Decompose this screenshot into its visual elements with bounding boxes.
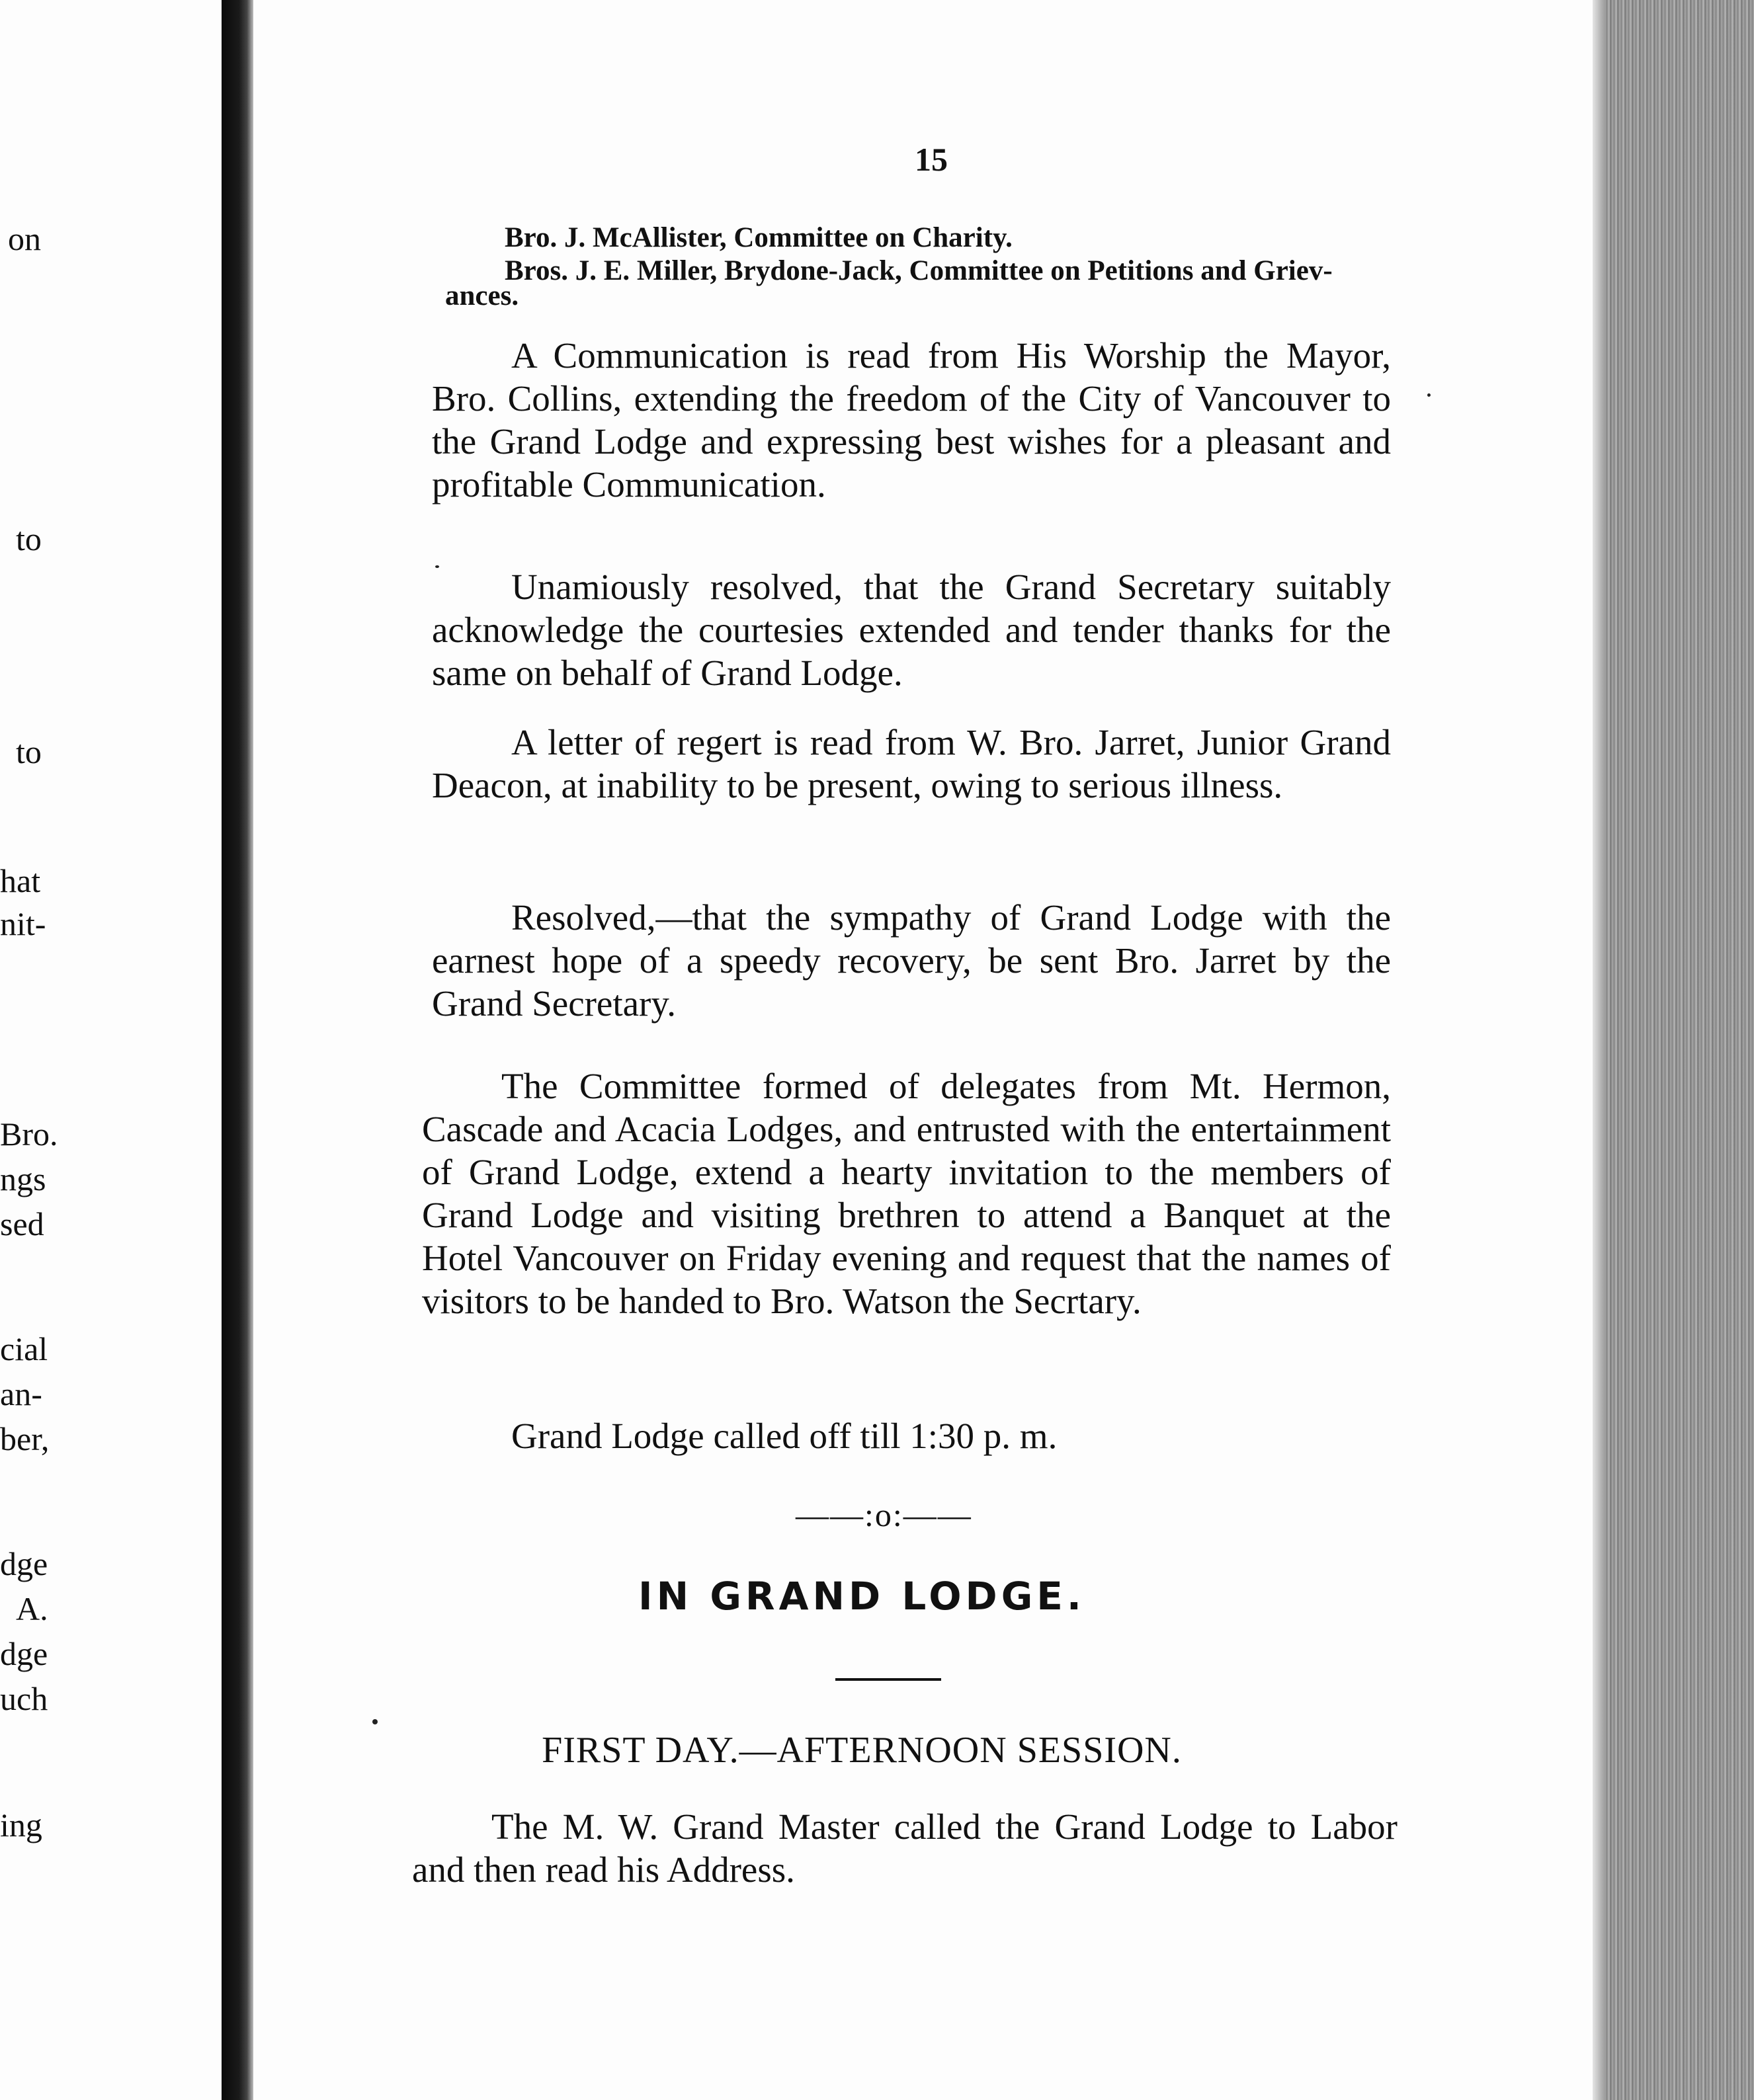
previous-page-fragment: nit- bbox=[0, 905, 46, 942]
session-heading: FIRST DAY.—AFTERNOON SESSION. bbox=[542, 1730, 1182, 1771]
current-page bbox=[253, 0, 1593, 2100]
page-number: 15 bbox=[915, 141, 948, 178]
previous-page-fragment: to bbox=[16, 733, 42, 770]
paragraph: A letter of regert is read from W. Bro. Jarret, Junior Grand Deacon, at inability to be present, owing to serious illness. bbox=[432, 722, 1391, 805]
previous-page bbox=[0, 0, 224, 2100]
committee-line: ances. bbox=[445, 280, 519, 311]
previous-page-fragment: Bro. bbox=[0, 1115, 58, 1152]
paragraph: The M. W. Grand Master called the Grand Lodge to Labor and then read his Address. bbox=[412, 1806, 1398, 1890]
previous-page-fragment: cial bbox=[0, 1330, 48, 1367]
committee-line: Bros. J. E. Miller, Brydone-Jack, Committee on Petitions and Griev- bbox=[505, 255, 1333, 286]
paragraph: A Communication is read from His Worship the Mayor, Bro. Collins, extending the freedom of the City of Vancouver to the Grand Lodge and expressing best wishes for a pleasant and profitable Communication. bbox=[432, 335, 1391, 505]
previous-page-fragment: ing bbox=[0, 1806, 42, 1843]
previous-page-fragment: dge bbox=[0, 1635, 48, 1672]
committee-line: Bro. J. McAllister, Committee on Charity. bbox=[505, 222, 1013, 253]
previous-page-fragment: an- bbox=[0, 1375, 42, 1412]
previous-page-fragment: hat bbox=[0, 862, 41, 899]
ink-speck bbox=[1427, 393, 1431, 397]
closing-line: Grand Lodge called off till 1:30 p. m. bbox=[511, 1416, 1058, 1456]
ink-speck bbox=[372, 1719, 378, 1724]
previous-page-fragment: dge bbox=[0, 1545, 48, 1582]
separator: ——:o:—— bbox=[796, 1496, 972, 1533]
previous-page-fragment: to bbox=[16, 520, 42, 557]
paragraph: Unamiously resolved, that the Grand Secretary suitably acknowledge the courtesies extended and tender thanks for the same on behalf of Grand Lodge. bbox=[432, 567, 1391, 693]
previous-page-fragment: uch bbox=[0, 1680, 48, 1717]
previous-page-fragment: sed bbox=[0, 1205, 44, 1242]
divider-rule bbox=[835, 1678, 941, 1681]
previous-page-fragment: on bbox=[8, 220, 41, 257]
ink-speck bbox=[435, 565, 439, 568]
previous-page-fragment: A. bbox=[16, 1590, 48, 1627]
paragraph: The Committee formed of delegates from Mt. Hermon, Cascade and Acacia Lodges, and entrusted with the entertainment of Grand Lodge, extend a hearty invitation to the members of Grand Lodge and visiting brethren to attend a Banquet at the Hotel Vancouver on Friday evening and request that the names of visitors to be handed to Bro. Watson the Secrtary. bbox=[422, 1066, 1391, 1321]
book-spine bbox=[222, 0, 253, 2100]
page-block-edge bbox=[1593, 0, 1754, 2100]
previous-page-fragment: ngs bbox=[0, 1160, 46, 1197]
previous-page-fragment: ber, bbox=[0, 1420, 50, 1457]
section-heading: IN GRAND LODGE. bbox=[638, 1574, 1085, 1619]
paragraph: Resolved,—that the sympathy of Grand Lodge with the earnest hope of a speedy recovery, be sent Bro. Jarret by the Grand Secretary. bbox=[432, 897, 1391, 1024]
